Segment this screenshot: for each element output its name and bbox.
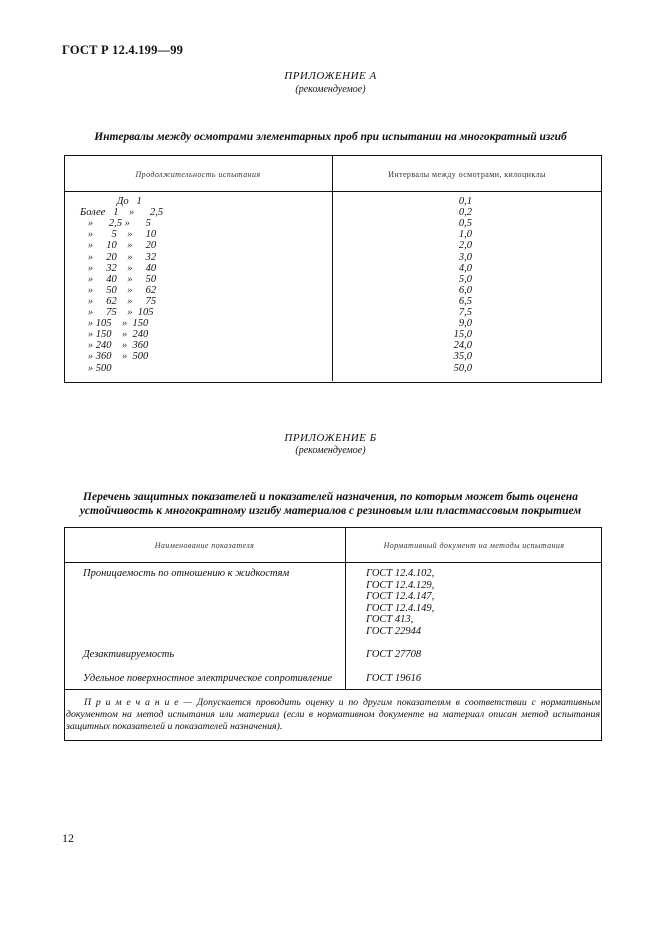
indicator-doc: ГОСТ 27708 (366, 649, 422, 660)
indicator-name: Дезактивируемость (83, 649, 175, 660)
interval-value-cell: 3,0 (458, 251, 472, 263)
interval-duration-cell: » 40 » 50 (80, 273, 157, 285)
indicator-name: Проницаемость по отношению к жидкостям (83, 568, 290, 579)
indicator-doc: ГОСТ 413, (366, 614, 414, 626)
indicators-col-name-header: Наименование показателя (154, 541, 255, 550)
interval-value-cell: 2,0 (458, 240, 472, 252)
interval-value-cell: 0,5 (458, 218, 472, 230)
indicator-name: Удельное поверхностное электрическое сопротивление (83, 673, 333, 684)
interval-duration-cell: » 10 » 20 (80, 240, 157, 252)
interval-value-cell: 4,0 (458, 262, 472, 274)
appendix-a-title: ПРИЛОЖЕНИЕ А (284, 70, 377, 82)
indicators-table-divider (345, 527, 346, 689)
interval-duration-cell: » 240 » 360 (80, 340, 149, 352)
indicator-doc: ГОСТ 12.4.149, (366, 602, 435, 614)
interval-duration-cell: » 2,5 » 5 (80, 218, 151, 230)
indicators-table-header-rule (64, 562, 602, 563)
indicator-doc: ГОСТ 12.4.129, (366, 579, 435, 591)
interval-value-cell: 9,0 (458, 318, 472, 330)
appendix-a-caption: Интервалы между осмотрами элементарных проб при испытании на многократный изгиб (94, 131, 567, 143)
interval-duration-cell: » 500 (80, 362, 112, 374)
interval-value-cell: 6,0 (458, 284, 472, 296)
table-note (66, 697, 600, 733)
interval-value-cell: 35,0 (453, 351, 472, 363)
interval-value-cell: 0,2 (458, 207, 472, 219)
interval-table-divider (332, 155, 333, 381)
indicator-doc: ГОСТ 12.4.102, (366, 568, 435, 579)
interval-value-cell: 15,0 (453, 329, 472, 341)
interval-duration-cell: » 32 » 40 (80, 262, 157, 274)
interval-value-cell: 5,0 (458, 273, 472, 285)
interval-duration-cell: » 5 » 10 (80, 229, 157, 241)
indicator-doc: ГОСТ 12.4.147, (366, 591, 435, 603)
appendix-b-caption-line1: Перечень защитных показателей и показателей назначения, по которым может быть оценена (83, 491, 578, 503)
interval-duration-cell: Более 1 » 2,5 (80, 207, 164, 219)
indicator-doc: ГОСТ 19616 (366, 673, 422, 684)
interval-duration-cell: » 105 » 150 (80, 318, 149, 330)
indicator-docs (366, 568, 434, 638)
interval-duration-cell: » 75 » 105 (80, 307, 154, 318)
interval-duration-cell: До 1 (80, 196, 142, 207)
indicators-col-doc-header: Нормативный документ на методы испытания (383, 541, 565, 550)
interval-col-interval-header: Интервалы между осмотрами, килоциклы (388, 170, 546, 179)
appendix-b-caption-line2: устойчивость к многократному изгибу материалов с резиновым или пластмассовым покрытием (79, 505, 582, 517)
interval-duration-cell: » 20 » 32 (80, 251, 157, 263)
appendix-a-status: (рекомендуемое) (295, 84, 366, 95)
appendix-b-title: ПРИЛОЖЕНИЕ Б (284, 432, 377, 444)
interval-value-cell: 7,5 (458, 307, 472, 318)
page-number: 12 (62, 831, 74, 845)
appendix-b-status: (рекомендуемое) (295, 445, 366, 456)
interval-value-cell: 1,0 (458, 229, 472, 241)
interval-table-header-rule (64, 191, 602, 192)
indicators-table-note-rule (64, 689, 602, 690)
interval-duration-cell: » 360 » 500 (80, 351, 149, 363)
interval-value-cell: 24,0 (453, 340, 472, 352)
note-label: П р и м е ч а н и е (84, 697, 179, 708)
indicator-doc: ГОСТ 22944 (366, 625, 422, 637)
interval-value-cell: 0,1 (458, 196, 472, 207)
note-text: — Допускается проводить оценку и по другим показателям в соответствии с нормативным документом на метод испытания или материал (если в нормативном документе на материал описан метод испытания защитных показателей и показателей назначения). (66, 697, 600, 732)
interval-value-cell: 6,5 (458, 295, 472, 307)
interval-duration-cell: » 50 » 62 (80, 284, 157, 296)
interval-col-duration-header: Продолжительность испытания (135, 170, 261, 179)
document-header: ГОСТ Р 12.4.199—99 (62, 43, 184, 57)
interval-duration-cell: » 150 » 240 (80, 329, 149, 341)
interval-value-cell: 50,0 (453, 362, 472, 374)
interval-duration-cell: » 62 » 75 (80, 295, 157, 307)
